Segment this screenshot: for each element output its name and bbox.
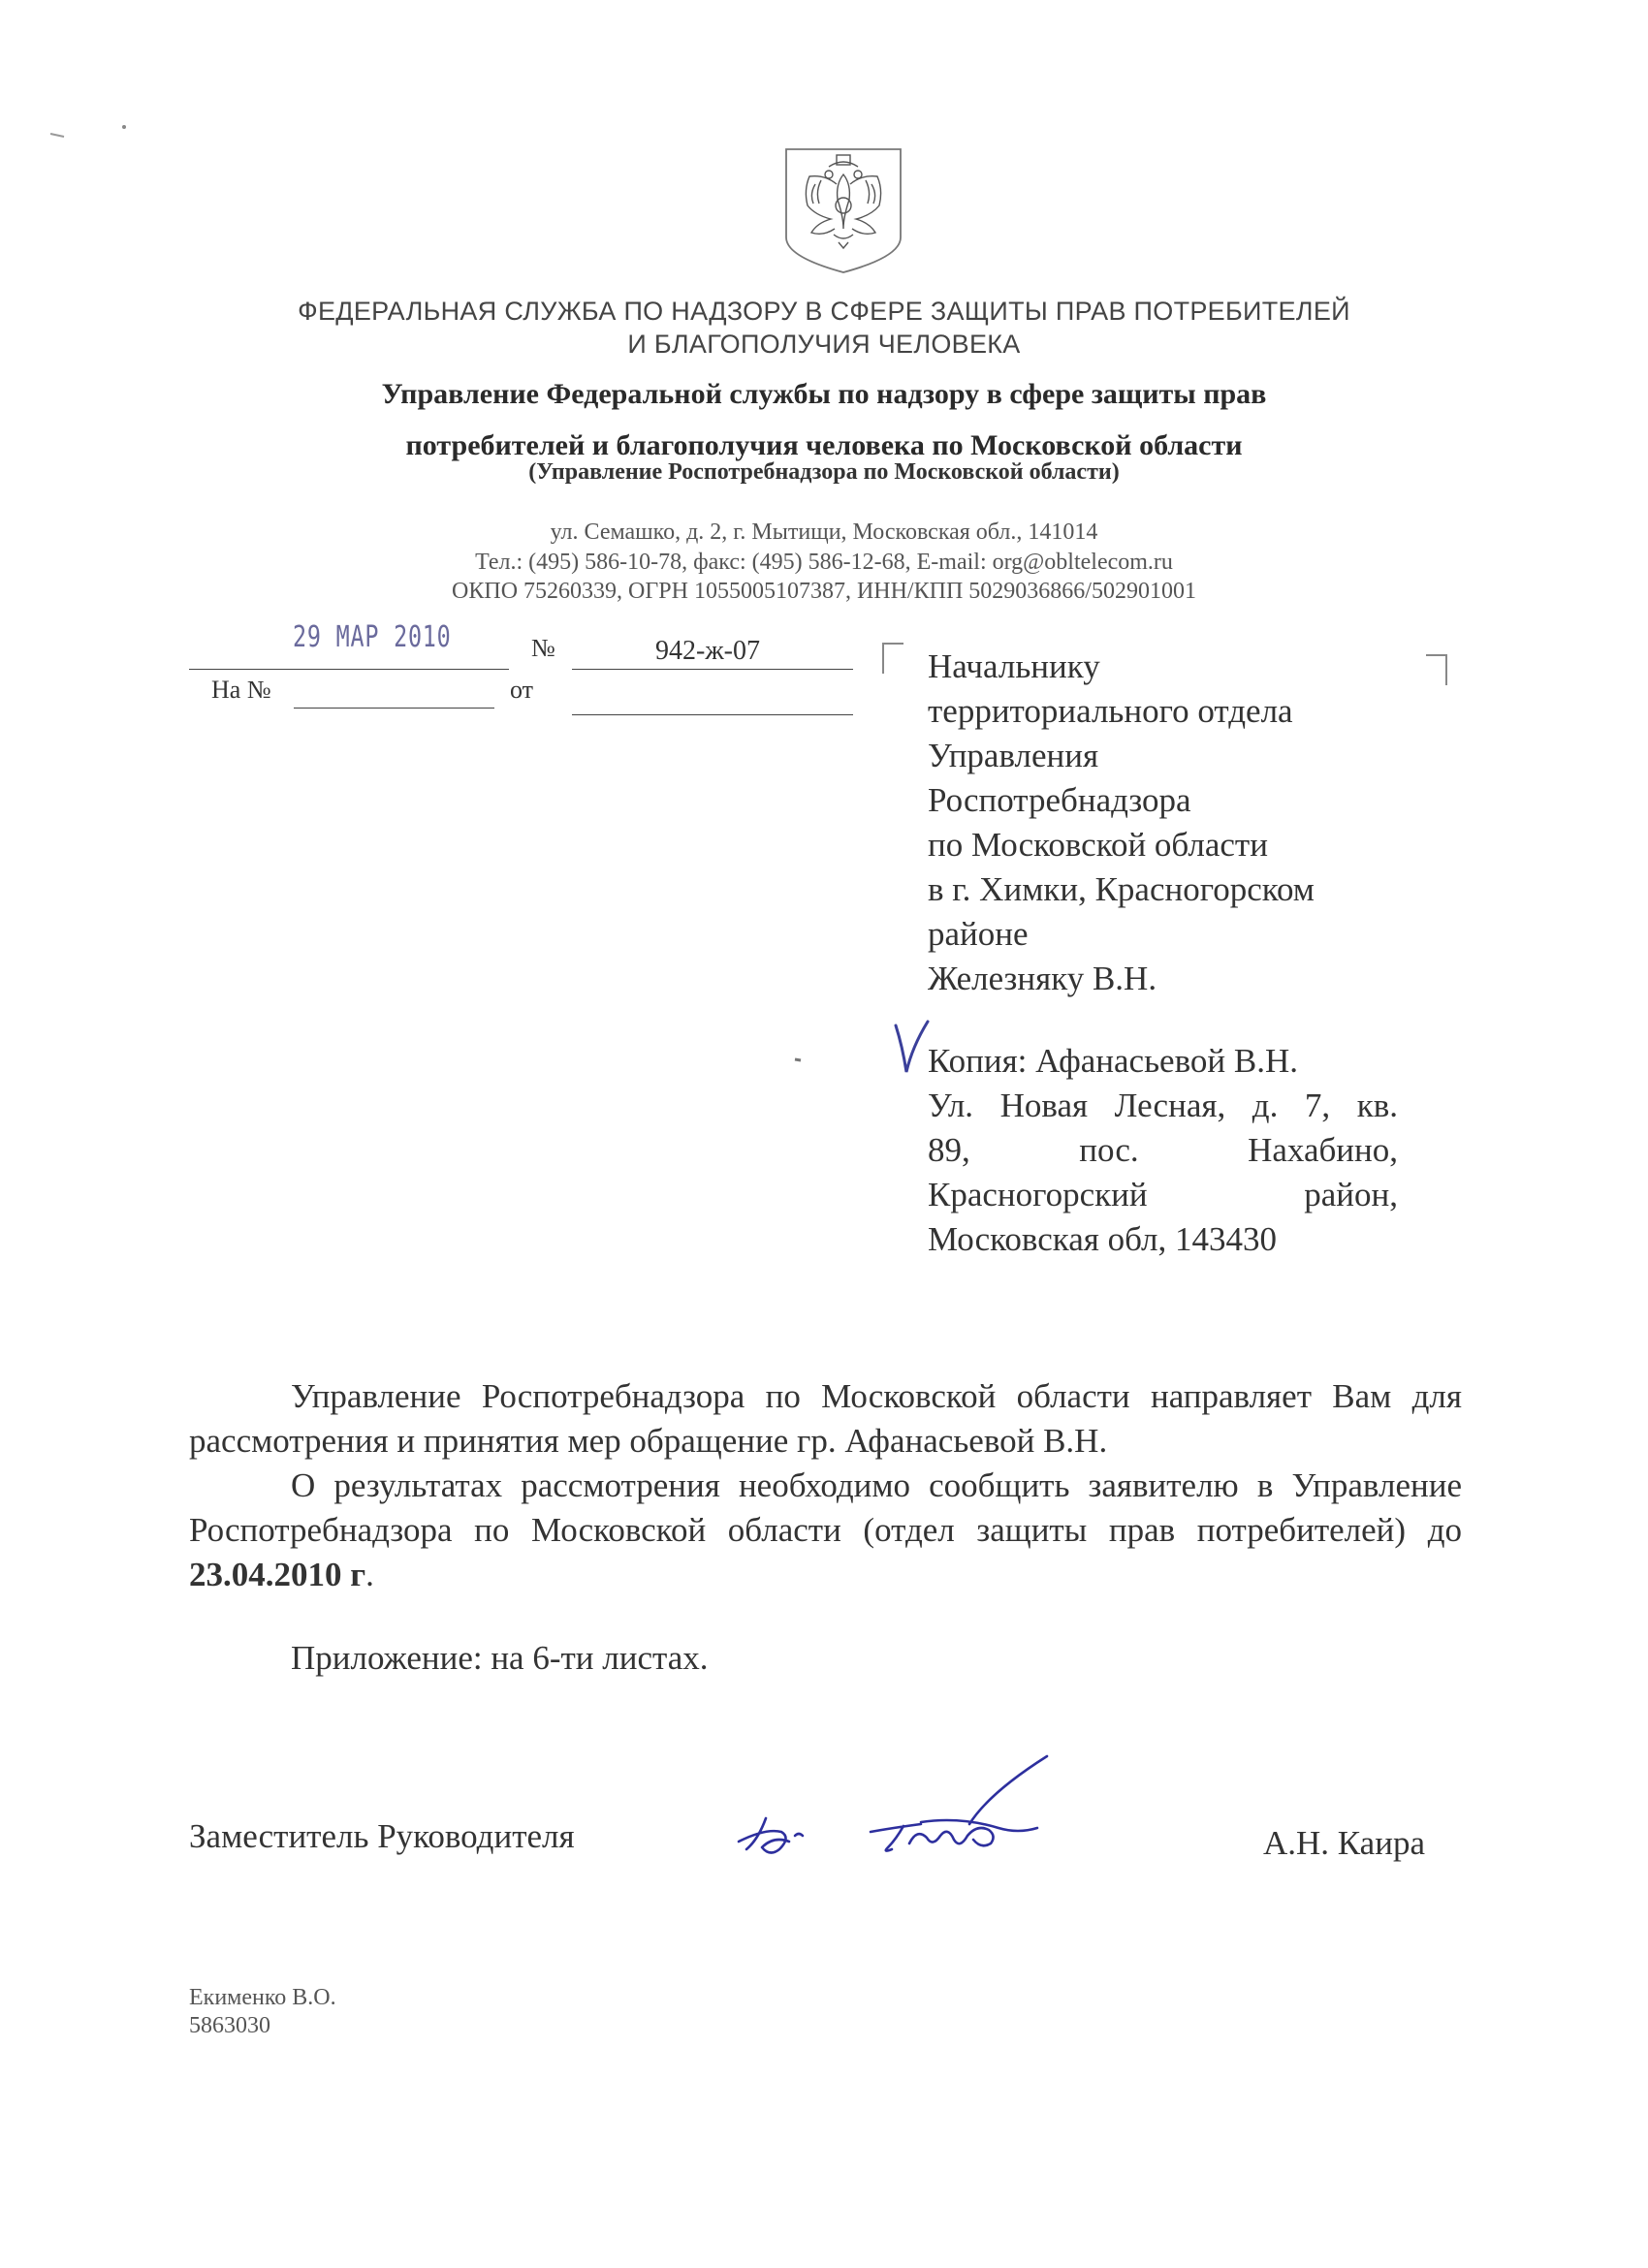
deadline-date: 23.04.2010 г bbox=[189, 1556, 366, 1593]
signer-name: А.Н. Каира bbox=[1263, 1824, 1425, 1862]
copy-recipient-block bbox=[928, 1039, 1398, 1262]
copy-line: Московская обл, 143430 bbox=[928, 1220, 1277, 1258]
executor-phone: 5863030 bbox=[189, 2013, 270, 2038]
date-underline bbox=[189, 669, 509, 670]
handwritten-signature bbox=[727, 1735, 1154, 1880]
number-underline bbox=[572, 669, 853, 670]
copy-line: Красногорский район, bbox=[928, 1176, 1398, 1213]
addressee-line: по Московской области bbox=[928, 826, 1268, 864]
copy-line: Ул. Новая Лесная, д. 7, кв. bbox=[928, 1087, 1398, 1124]
body-paragraph-2-text: О результатах рассмотрения необходимо сообщить заявителю в Управление Роспотребнадзора по Московской области (отдел защиты прав потребителей) до bbox=[189, 1466, 1462, 1549]
check-mark-icon bbox=[893, 1018, 932, 1076]
from-label: от bbox=[510, 676, 534, 704]
department-name-line1: Управление Федеральной службы по надзору в сфере защиты прав bbox=[381, 378, 1267, 410]
date-stamp: 29 МАР 2010 bbox=[293, 620, 452, 654]
letter-body bbox=[189, 1374, 1462, 1597]
letter-number: 942-ж-07 bbox=[655, 636, 760, 666]
body-paragraph-2 bbox=[189, 1464, 1462, 1597]
in-reply-label: На № bbox=[211, 676, 271, 704]
addressee-line: Управления bbox=[928, 737, 1099, 774]
department-name-line2: потребителей и благополучия человека по Московской области bbox=[405, 429, 1243, 461]
in-reply-underline bbox=[294, 708, 494, 709]
signer-position: Заместитель Руководителя bbox=[189, 1817, 575, 1855]
attachment-note: Приложение: на 6-ти листах. bbox=[291, 1639, 709, 1677]
department-address: ул. Семашко, д. 2, г. Мытищи, Московская обл., 141014 bbox=[550, 520, 1098, 545]
copy-line: Копия: Афанасьевой В.Н. bbox=[928, 1042, 1298, 1080]
body-paragraph-1: Управление Роспотребнадзора по Московской области направляет Вам для рассмотрения и принятия мер обращение гр. Афанасьевой В.Н. bbox=[189, 1377, 1462, 1460]
body-paragraph-2-end: . bbox=[365, 1556, 374, 1593]
department-codes: ОКПО 75260339, ОГРН 1055005107387, ИНН/КПП 5029036866/502901001 bbox=[452, 579, 1196, 604]
address-corner-left bbox=[882, 643, 903, 674]
addressee-line: Железняку В.Н. bbox=[928, 960, 1157, 997]
agency-name-line1: ФЕДЕРАЛЬНАЯ СЛУЖБА ПО НАДЗОРУ В СФЕРЕ ЗАЩИТЫ ПРАВ ПОТРЕБИТЕЛЕЙ bbox=[298, 297, 1350, 326]
addressee-line: Начальнику bbox=[928, 647, 1100, 685]
from-underline bbox=[572, 714, 853, 715]
agency-name-line2: И БЛАГОПОЛУЧИЯ ЧЕЛОВЕКА bbox=[627, 330, 1021, 359]
department-phones: Тел.: (495) 586-10-78, факс: (495) 586-12-68, E-mail: org@obltelecom.ru bbox=[475, 550, 1173, 575]
addressee-block bbox=[928, 645, 1471, 1001]
executor-name: Екименко В.О. bbox=[189, 1985, 336, 2010]
addressee-line: территориального отдела bbox=[928, 692, 1293, 730]
coat-of-arms-emblem bbox=[780, 145, 906, 276]
number-sign: № bbox=[531, 634, 555, 662]
department-short-name: (Управление Роспотребнадзора по Московской области) bbox=[528, 459, 1120, 485]
addressee-line: районе bbox=[928, 915, 1029, 953]
copy-line: 89, пос. Нахабино, bbox=[928, 1131, 1398, 1169]
addressee-line: Роспотребнадзора bbox=[928, 781, 1191, 819]
addressee-line: в г. Химки, Красногорском bbox=[928, 870, 1315, 908]
